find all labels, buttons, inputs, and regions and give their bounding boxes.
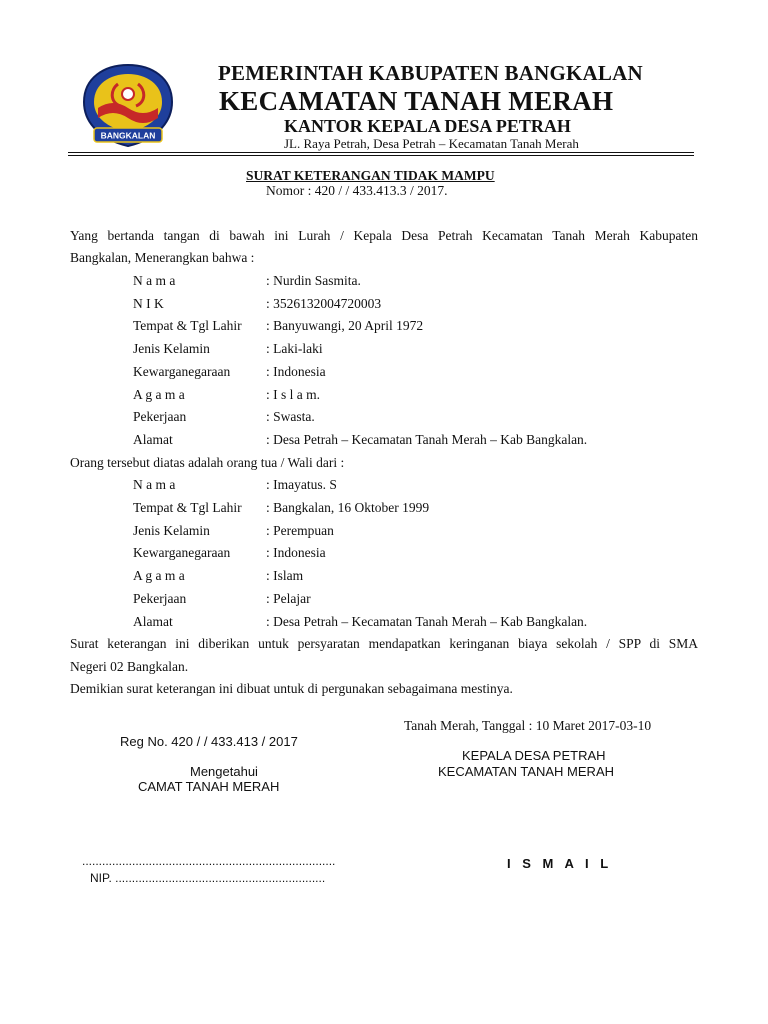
person2-value-nationality: : Indonesia xyxy=(266,545,326,560)
person2-label-ttl: Tempat & Tgl Lahir xyxy=(133,500,242,515)
person1-value-nama: : Nurdin Sasmita. xyxy=(266,273,361,288)
header-rule xyxy=(68,152,694,153)
person1-label-religion: A g a m a xyxy=(133,387,185,402)
header-line3: KANTOR KEPALA DESA PETRAH xyxy=(284,116,571,136)
left-signer-title2: CAMAT TANAH MERAH xyxy=(138,779,280,794)
reg-number: Reg No. 420 / / 433.413 / 2017 xyxy=(120,734,298,749)
header-rule-thin xyxy=(68,155,694,156)
person2-label-religion: A g a m a xyxy=(133,568,185,583)
person2-value-address: : Desa Petrah – Kecamatan Tanah Merah – Kab Bangkalan. xyxy=(266,614,588,629)
person1-value-gender: : Laki-laki xyxy=(266,341,323,356)
letter-title: SURAT KETERANGAN TIDAK MAMPU xyxy=(246,168,495,183)
person1-label-address: Alamat xyxy=(133,432,173,447)
person1-value-religion: : I s l a m. xyxy=(266,387,320,402)
person2-value-gender: : Perempuan xyxy=(266,523,334,538)
person2-value-nama: : Imayatus. S xyxy=(266,477,337,492)
guardian-line: Orang tersebut diatas adalah orang tua / Wali dari : xyxy=(70,455,345,470)
person2-value-ttl: : Bangkalan, 16 Oktober 1999 xyxy=(266,500,430,515)
person1-value-job: : Swasta. xyxy=(266,409,315,424)
person1-value-nik: : 3526132004720003 xyxy=(266,296,382,311)
place-date: Tanah Merah, Tanggal : 10 Maret 2017-03-10 xyxy=(404,718,652,733)
person2-value-religion: : Islam xyxy=(266,568,304,583)
purpose-line1: Surat keterangan ini diberikan untuk persyaratan mendapatkan keringanan biaya sekolah / SPP di SMA xyxy=(70,636,698,651)
person1-value-address: : Desa Petrah – Kecamatan Tanah Merah – Kab Bangkalan. xyxy=(266,432,588,447)
left-signer-title1: Mengetahui xyxy=(190,764,258,779)
right-signer-title1: KEPALA DESA PETRAH xyxy=(462,748,606,763)
bangkalan-emblem-logo xyxy=(80,62,176,150)
left-signature-dots: ............................................................................ xyxy=(82,854,336,868)
emblem-center xyxy=(122,88,134,100)
intro-line2: Bangkalan, Menerangkan bahwa : xyxy=(70,250,255,265)
person1-label-nik: N I K xyxy=(133,296,164,311)
person1-label-job: Pekerjaan xyxy=(133,409,187,424)
nip-line: NIP. ............................................................... xyxy=(90,871,326,885)
intro-line1: Yang bertanda tangan di bawah ini Lurah / Kepala Desa Petrah Kecamatan Tanah Merah Kabupaten xyxy=(70,228,698,243)
person2-label-nama: N a m a xyxy=(133,477,176,492)
person1-value-nationality: : Indonesia xyxy=(266,364,326,379)
right-signer-name: I S M A I L xyxy=(507,856,613,871)
person1-label-ttl: Tempat & Tgl Lahir xyxy=(133,318,242,333)
person2-label-address: Alamat xyxy=(133,614,173,629)
person1-label-nama: N a m a xyxy=(133,273,176,288)
person2-label-gender: Jenis Kelamin xyxy=(133,523,210,538)
person1-label-gender: Jenis Kelamin xyxy=(133,341,210,356)
person1-value-ttl: : Banyuwangi, 20 April 1972 xyxy=(266,318,424,333)
person2-label-nationality: Kewarganegaraan xyxy=(133,545,231,560)
purpose-line2: Negeri 02 Bangkalan. xyxy=(70,659,189,674)
person1-label-nationality: Kewarganegaraan xyxy=(133,364,231,379)
header-address: JL. Raya Petrah, Desa Petrah – Kecamatan Tanah Merah xyxy=(284,136,579,151)
closing-line: Demikian surat keterangan ini dibuat untuk di pergunakan sebagaimana mestinya. xyxy=(70,681,513,696)
person2-value-job: : Pelajar xyxy=(266,591,311,606)
person2-label-job: Pekerjaan xyxy=(133,591,187,606)
right-signer-title2: KECAMATAN TANAH MERAH xyxy=(438,764,615,779)
header-line2: KECAMATAN TANAH MERAH xyxy=(219,86,614,116)
letter-number: Nomor : 420 / / 433.413.3 / 2017. xyxy=(266,183,448,198)
header-line1: PEMERINTAH KABUPATEN BANGKALAN xyxy=(218,61,643,85)
emblem-ribbon-text: BANGKALAN xyxy=(100,130,156,141)
